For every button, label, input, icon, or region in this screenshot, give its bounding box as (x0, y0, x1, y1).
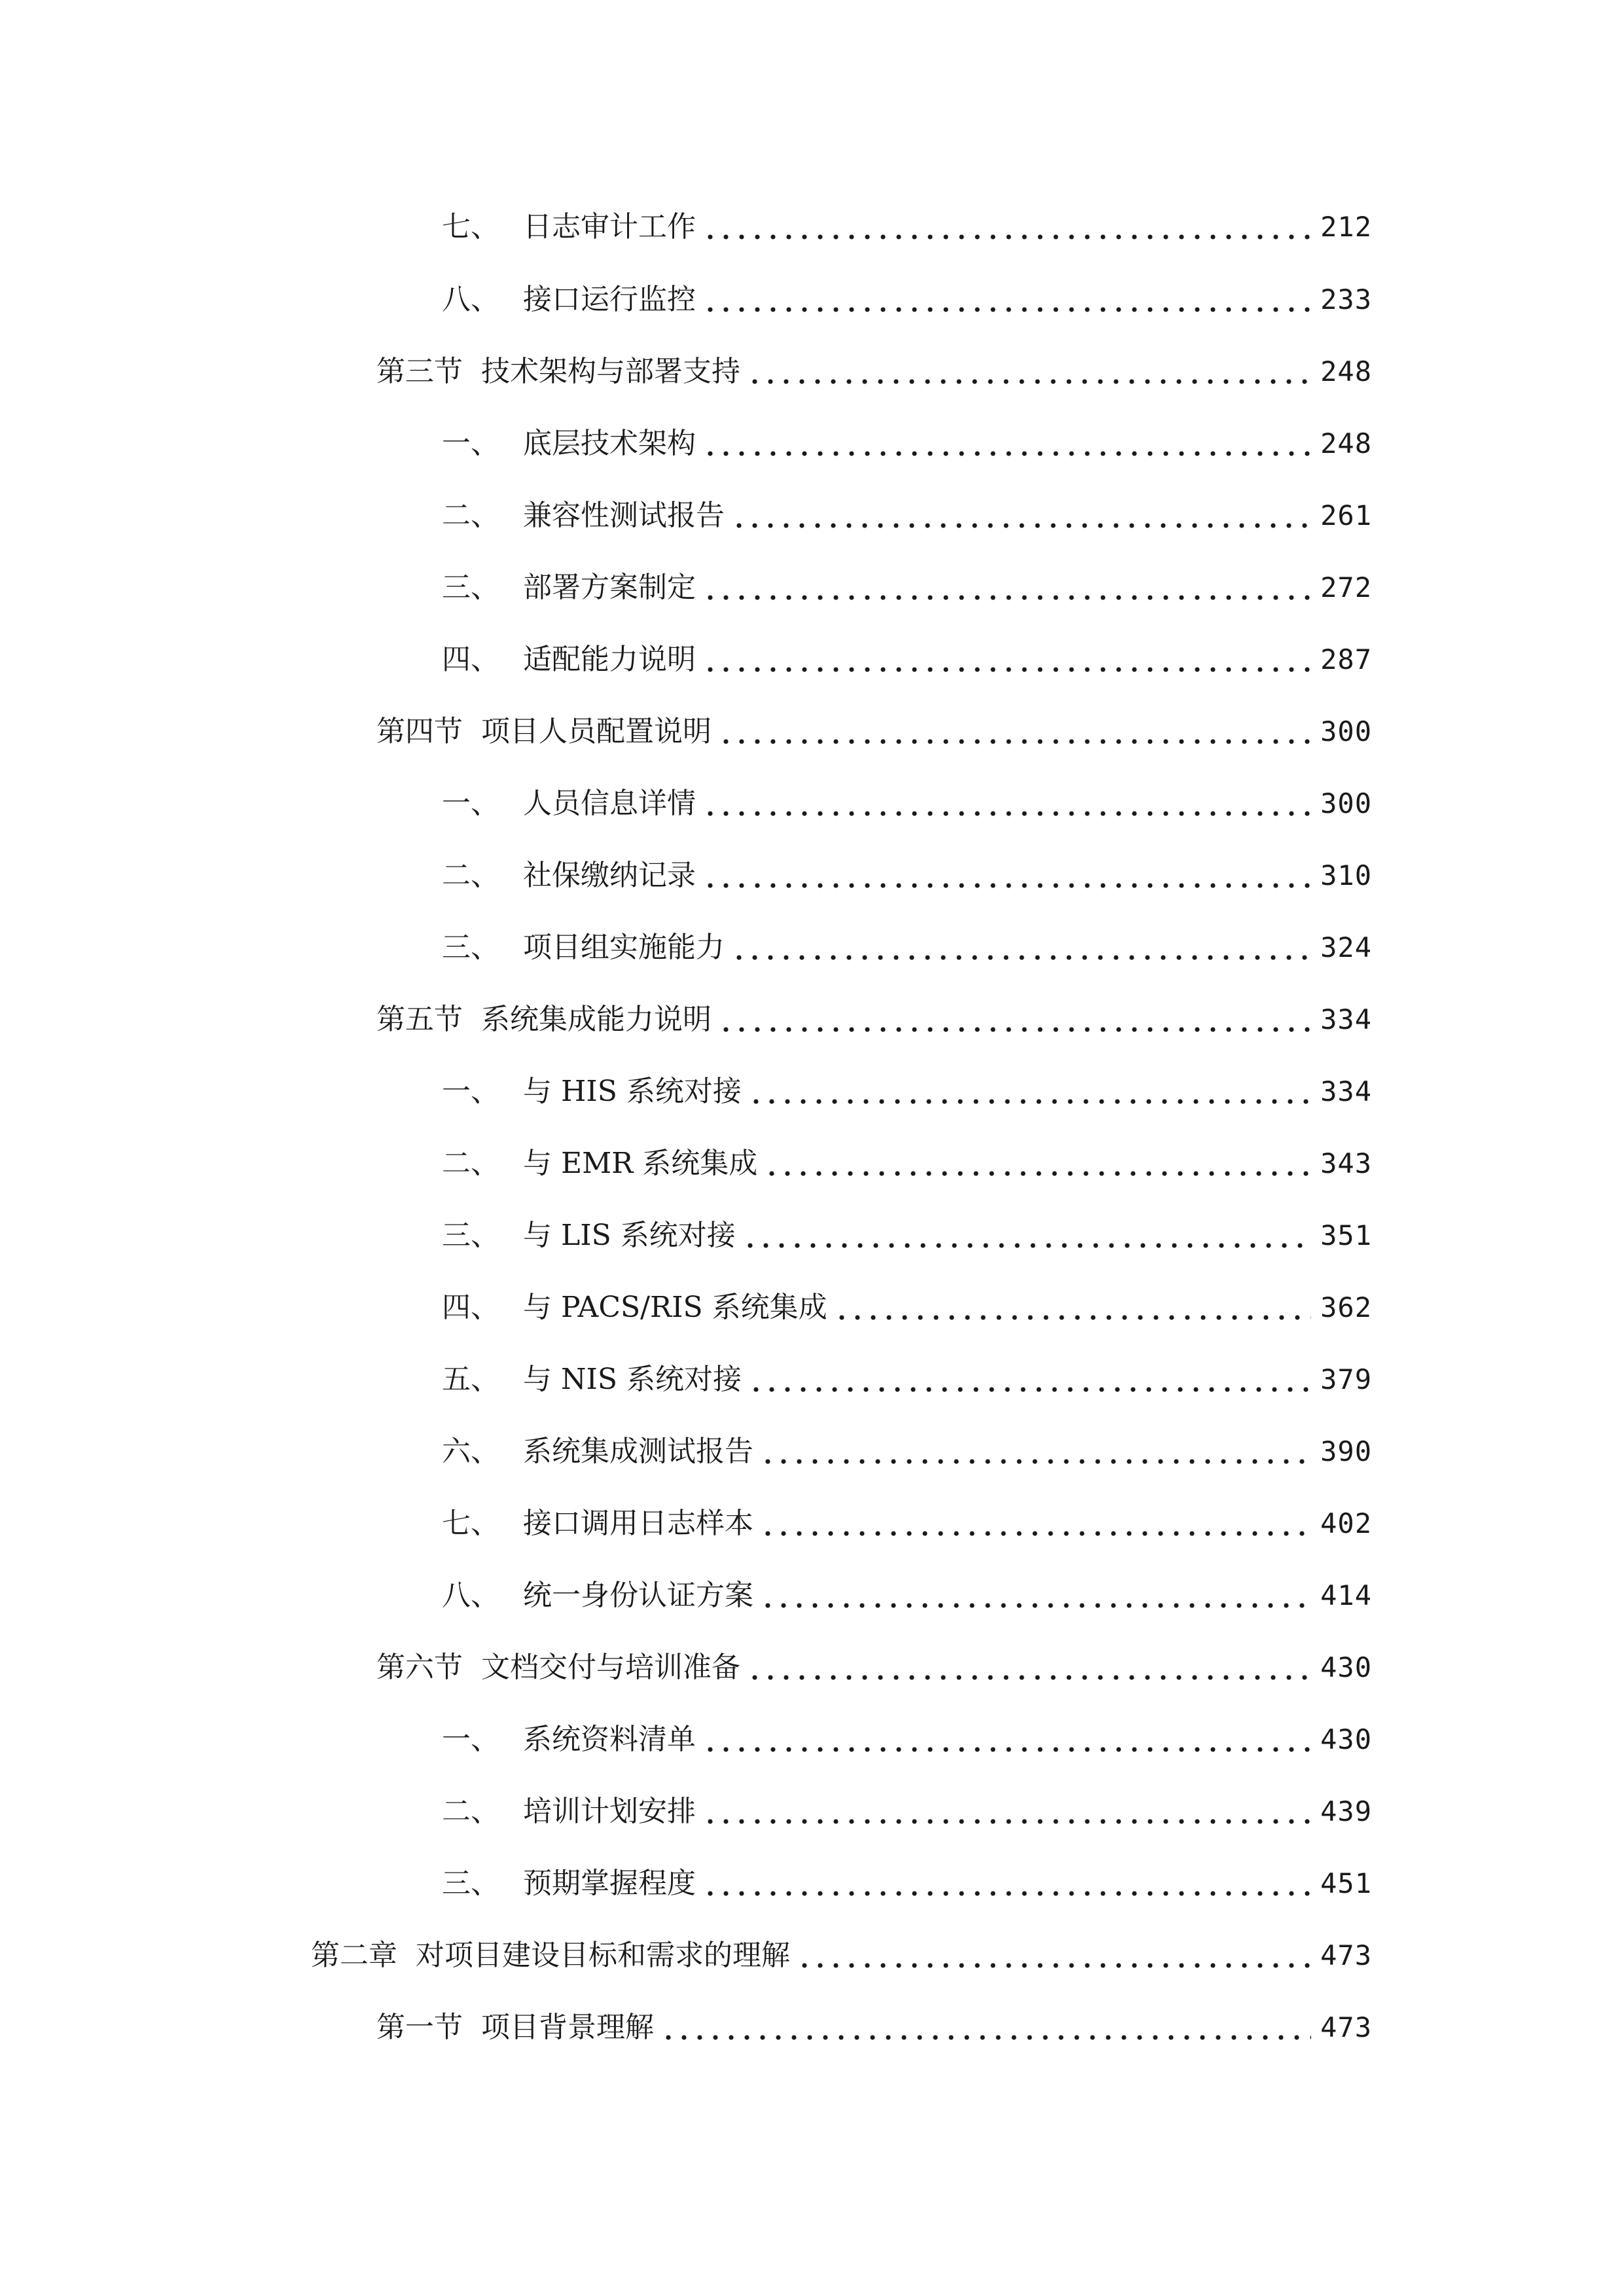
toc-entry-page: 402 (1320, 1507, 1372, 1539)
toc-entry[interactable] (442, 421, 1372, 467)
toc-entry-page: 430 (1320, 1651, 1372, 1683)
toc-entry-page: 362 (1320, 1291, 1372, 1323)
toc-entry-number: 七、 (442, 210, 499, 243)
toc-entry-page: 390 (1320, 1435, 1372, 1467)
toc-entry-number: 五、 (442, 1363, 499, 1396)
toc-entry-page: 300 (1320, 715, 1372, 747)
dot-leader (731, 493, 1311, 539)
toc-entry-page: 212 (1320, 211, 1372, 243)
toc-entry-title: 系统集成测试报告 (523, 1435, 753, 1468)
toc-entry-number: 第四节 (376, 715, 463, 748)
toc-entry[interactable] (442, 1069, 1372, 1115)
toc-entry[interactable] (442, 1213, 1372, 1259)
dot-leader (702, 277, 1311, 323)
toc-entry-title: 预期掌握程度 (523, 1867, 696, 1900)
toc-entry[interactable] (376, 709, 1372, 755)
toc-entry-page: 343 (1320, 1147, 1372, 1179)
toc-entry-title: 项目人员配置说明 (481, 715, 712, 748)
toc-entry-page: 300 (1320, 787, 1372, 819)
toc-entry-number: 一、 (442, 1075, 499, 1108)
toc-entry-page: 272 (1320, 571, 1372, 603)
toc-entry[interactable] (442, 1789, 1372, 1835)
toc-entry[interactable] (442, 1861, 1372, 1907)
dot-leader (702, 1789, 1311, 1835)
dot-leader (834, 1285, 1312, 1331)
toc-entry-number: 三、 (442, 1867, 499, 1900)
toc-entry[interactable] (376, 997, 1372, 1043)
toc-entry-title: 部署方案制定 (523, 571, 696, 604)
dot-leader (718, 997, 1311, 1043)
toc-entry-number: 二、 (442, 499, 499, 532)
toc-entry-number: 二、 (442, 1147, 499, 1180)
toc-entry-number: 六、 (442, 1435, 499, 1468)
dot-leader (760, 1573, 1311, 1619)
toc-entry[interactable] (442, 204, 1372, 250)
toc-entry-title: 与 HIS 系统对接 (523, 1075, 742, 1108)
toc-entry-number: 一、 (442, 1723, 499, 1756)
toc-entry-title: 对项目建设目标和需求的理解 (416, 1939, 790, 1972)
dot-leader (748, 1069, 1311, 1115)
toc-entry[interactable] (442, 1429, 1372, 1475)
toc-entry-title: 与 PACS/RIS 系统集成 (523, 1291, 827, 1324)
toc-entry-page: 451 (1320, 1867, 1372, 1899)
dot-leader (702, 565, 1311, 611)
dot-leader (702, 1861, 1311, 1907)
toc-entry-number: 第五节 (376, 1003, 463, 1036)
toc-entry-title: 日志审计工作 (523, 210, 696, 243)
toc-entry-number: 第二章 (311, 1939, 397, 1972)
toc-entry[interactable] (442, 853, 1372, 899)
dot-leader (742, 1213, 1311, 1259)
toc-entry-number: 七、 (442, 1507, 499, 1540)
toc-entry-number: 八、 (442, 1579, 499, 1612)
toc-entry-title: 与 NIS 系统对接 (523, 1363, 742, 1396)
toc-entry-page: 248 (1320, 355, 1372, 387)
toc-entry-page: 324 (1320, 931, 1372, 963)
dot-leader (660, 2005, 1311, 2051)
dot-leader (760, 1429, 1311, 1475)
dot-leader (731, 925, 1311, 971)
toc-entry-number: 第六节 (376, 1651, 463, 1684)
toc-entry[interactable] (442, 493, 1372, 539)
toc-entry-title: 项目背景理解 (481, 2011, 654, 2044)
toc-entry-title: 兼容性测试报告 (523, 499, 725, 532)
toc-entry-number: 第一节 (376, 2011, 463, 2044)
toc-entry-page: 334 (1320, 1003, 1372, 1035)
toc-entry-title: 项目组实施能力 (523, 931, 725, 964)
toc-entry-page: 473 (1320, 1939, 1372, 1971)
toc-entry-title: 底层技术架构 (523, 427, 696, 460)
toc-entry-page: 233 (1320, 283, 1372, 315)
toc-entry-title: 接口运行监控 (523, 283, 696, 316)
toc-entry-page: 248 (1320, 427, 1372, 459)
toc-entry-page: 287 (1320, 643, 1372, 675)
toc-entry-title: 与 LIS 系统对接 (523, 1219, 736, 1252)
toc-entry-page: 310 (1320, 859, 1372, 891)
toc-entry[interactable] (376, 2005, 1372, 2051)
dot-leader (702, 204, 1311, 250)
dot-leader (748, 1357, 1311, 1403)
toc-entry-title: 适配能力说明 (523, 643, 696, 676)
dot-leader (702, 781, 1311, 827)
toc-entry-page: 334 (1320, 1075, 1372, 1107)
toc-entry[interactable] (442, 1717, 1372, 1763)
dot-leader (702, 853, 1311, 899)
toc-entry[interactable] (442, 1501, 1372, 1547)
toc-entry[interactable] (442, 1357, 1372, 1403)
dot-leader (718, 709, 1311, 755)
toc-entry[interactable] (442, 277, 1372, 323)
toc-entry[interactable] (376, 1645, 1372, 1691)
toc-entry-number: 三、 (442, 571, 499, 604)
toc-entry-number: 四、 (442, 643, 499, 676)
toc-entry[interactable] (442, 1285, 1372, 1331)
toc-entry[interactable] (442, 1573, 1372, 1619)
toc-entry[interactable] (442, 781, 1372, 827)
dot-leader (702, 421, 1311, 467)
toc-entry-number: 三、 (442, 931, 499, 964)
dot-leader (764, 1141, 1311, 1187)
dot-leader (747, 349, 1311, 395)
toc-entry[interactable] (311, 1933, 1372, 1979)
toc-entry-number: 八、 (442, 283, 499, 316)
toc-entry-title: 社保缴纳记录 (523, 859, 696, 892)
toc-entry-page: 473 (1320, 2011, 1372, 2043)
toc-entry-page: 261 (1320, 499, 1372, 531)
toc-entry[interactable] (442, 1141, 1372, 1187)
toc-entry-number: 二、 (442, 859, 499, 892)
dot-leader (747, 1645, 1311, 1691)
toc-entry[interactable] (376, 349, 1372, 395)
toc-entry-title: 培训计划安排 (523, 1795, 696, 1828)
toc-entry-number: 一、 (442, 787, 499, 820)
toc-entry-title: 统一身份认证方案 (523, 1579, 753, 1612)
toc-entry-page: 414 (1320, 1579, 1372, 1611)
dot-leader (760, 1501, 1311, 1547)
toc-entry-number: 四、 (442, 1291, 499, 1324)
toc-entry-page: 379 (1320, 1363, 1372, 1395)
toc-entry[interactable] (442, 637, 1372, 683)
toc-entry-number: 三、 (442, 1219, 499, 1252)
dot-leader (702, 637, 1311, 683)
toc-entry-title: 文档交付与培训准备 (481, 1651, 740, 1684)
toc-entry-title: 系统集成能力说明 (481, 1003, 712, 1036)
toc-entry[interactable] (442, 565, 1372, 611)
toc-entry-title: 与 EMR 系统集成 (523, 1147, 758, 1180)
toc-entry-number: 第三节 (376, 355, 463, 388)
toc-entry-page: 430 (1320, 1723, 1372, 1755)
toc-entry-number: 二、 (442, 1795, 499, 1828)
dot-leader (797, 1933, 1311, 1979)
toc-entry-page: 351 (1320, 1219, 1372, 1251)
dot-leader (702, 1717, 1311, 1763)
toc-entry-page: 439 (1320, 1795, 1372, 1827)
toc-entry-title: 系统资料清单 (523, 1723, 696, 1756)
toc-entry-number: 一、 (442, 427, 499, 460)
toc-entry-title: 接口调用日志样本 (523, 1507, 753, 1540)
toc-entry-title: 人员信息详情 (523, 787, 696, 820)
toc-entry[interactable] (442, 925, 1372, 971)
toc-entry-title: 技术架构与部署支持 (481, 355, 740, 388)
